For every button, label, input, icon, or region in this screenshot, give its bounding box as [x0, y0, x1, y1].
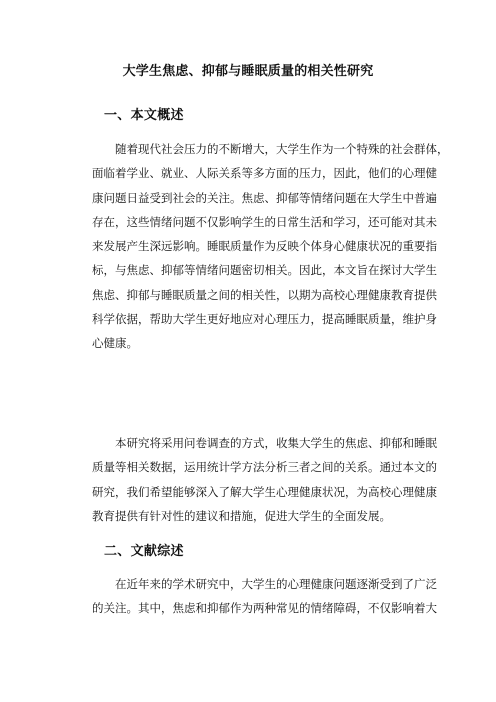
paragraph-line: 康问题日益受到社会的关注。焦虑、抑郁等情绪问题在大学生中普遍: [92, 190, 437, 205]
document-title: 大学生焦虑、抑郁与睡眠质量的相关性研究: [122, 64, 374, 79]
paragraph-line: 存在，这些情绪问题不仅影响学生的日常生活和学习，还可能对其未: [92, 214, 437, 229]
paragraph-line: 在近年来的学术研究中，大学生的心理健康问题逐渐受到了广泛: [115, 577, 437, 591]
paragraph-line: 本研究将采用问卷调查的方式，收集大学生的焦虑、抑郁和睡眠: [115, 436, 437, 450]
paragraph-line: 心健康。: [92, 336, 138, 351]
paragraph-overview-1: [92, 137, 449, 356]
paragraph-line: 教育提供有针对性的建议和措施，促进大学生的全面发展。: [92, 508, 391, 523]
paragraph-line: 研究，我们希望能够深入了解大学生心理健康状况，为高校心理健康: [92, 484, 437, 499]
paragraph-line: 科学依据，帮助大学生更好地应对心理压力，提高睡眠质量，维护身: [92, 312, 437, 327]
paragraph-line: 标，与焦虑、抑郁等情绪问题密切相关。因此，本文旨在探讨大学生: [92, 263, 437, 278]
paragraph-line: 质量等相关数据，运用统计学方法分析三者之间的关系。通过本文的: [92, 460, 437, 475]
paragraph-line: 焦虑、抑郁与睡眠质量之间的相关性，以期为高校心理健康教育提供: [92, 287, 437, 302]
paragraph-line: 面临着学业、就业、人际关系等多方面的压力，因此，他们的心理健: [92, 166, 437, 181]
paragraph-line: 来发展产生深远影响。睡眠质量作为反映个体身心健康状况的重要指: [92, 239, 437, 254]
section-heading-overview: 一、本文概述: [104, 108, 184, 123]
paragraph-line: 的关注。其中，焦虑和抑郁作为两种常见的情绪障碍，不仅影响着大: [92, 601, 437, 616]
paragraph-literature-1: [92, 572, 437, 621]
paragraph-overview-2: [92, 431, 437, 528]
paragraph-line: 随着现代社会压力的不断增大，大学生作为一个特殊的社会群体，: [115, 142, 449, 156]
section-heading-literature-review: 二、文献综述: [104, 544, 184, 559]
